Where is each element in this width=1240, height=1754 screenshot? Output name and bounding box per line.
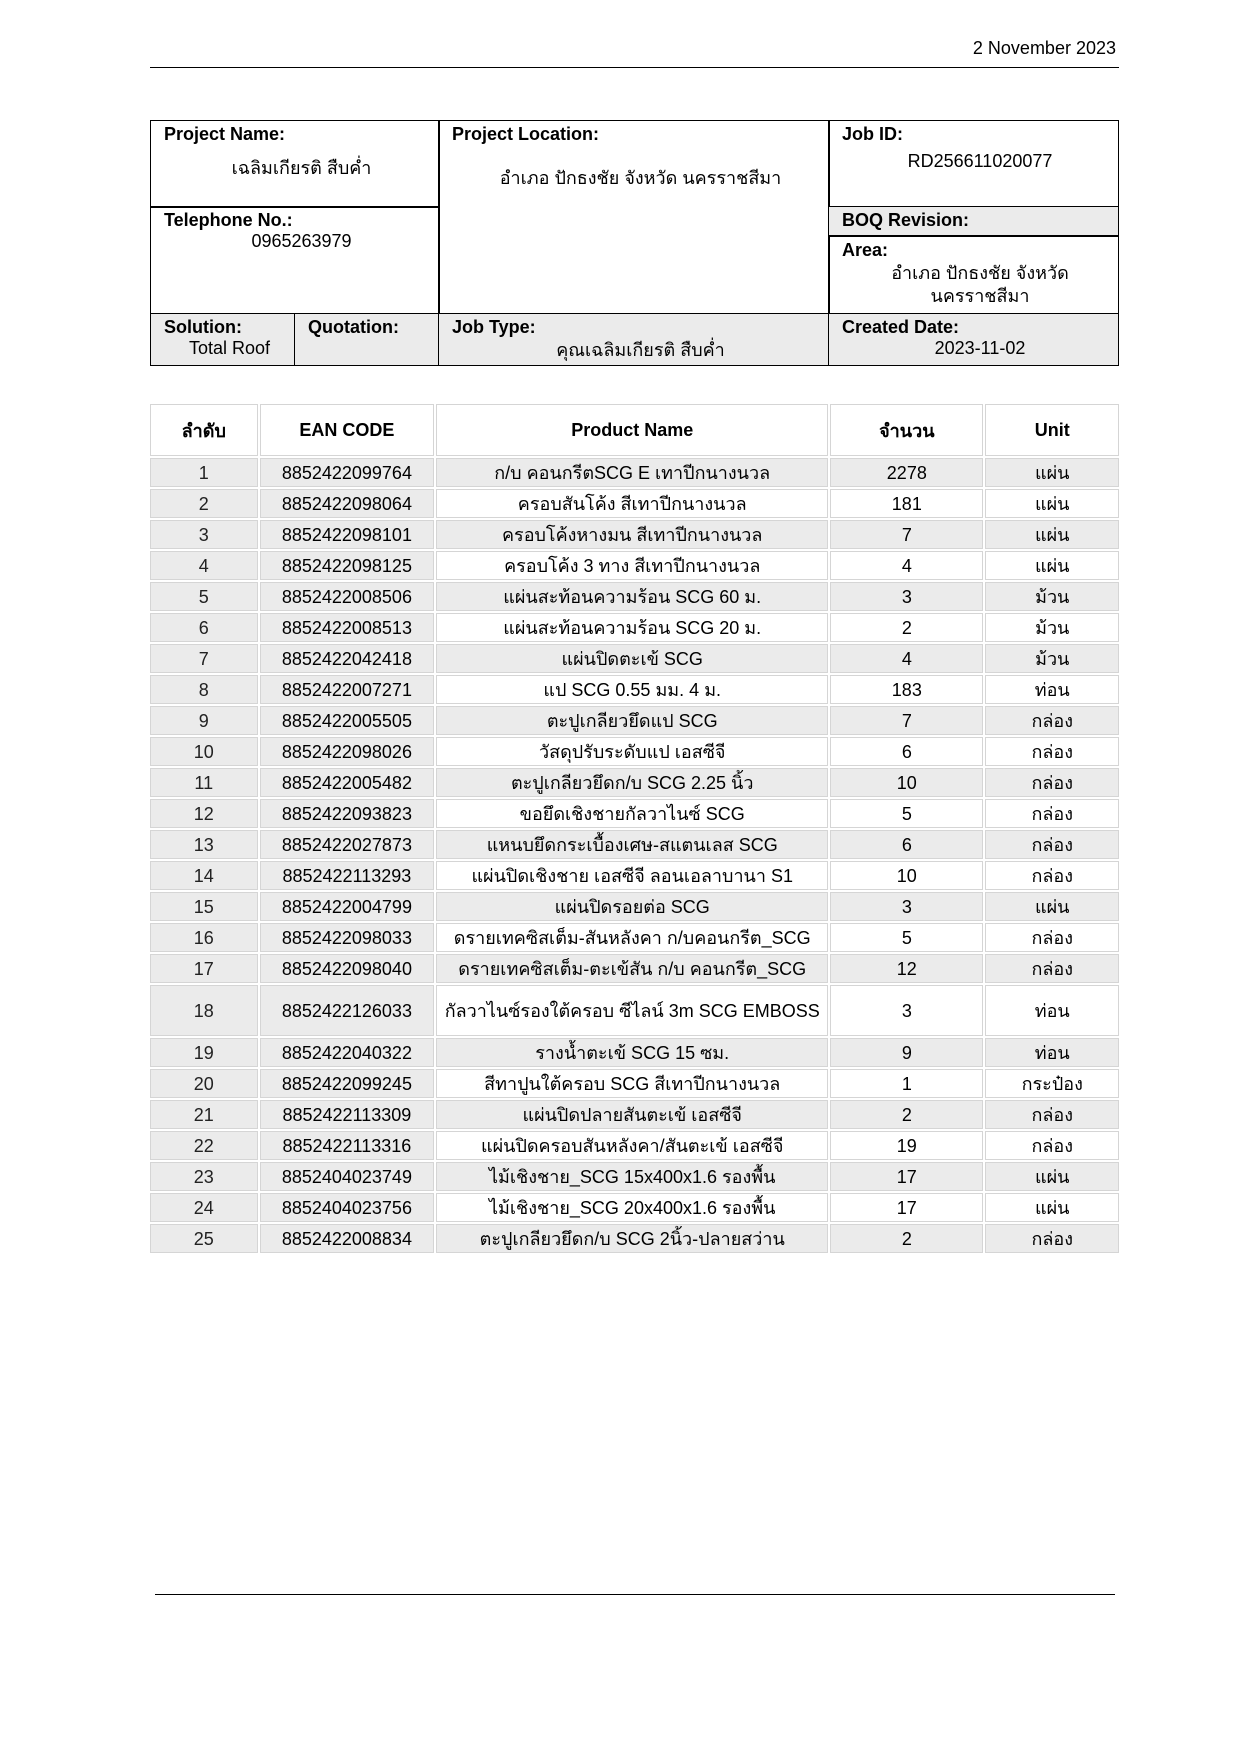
cell-quantity: 17 <box>830 1193 983 1222</box>
solution-label: Solution: <box>164 317 242 337</box>
table-row <box>150 799 1119 828</box>
cell-sequence: 13 <box>150 830 258 859</box>
created-date-value: 2023-11-02 <box>934 338 1026 358</box>
cell-quantity: 5 <box>830 799 983 828</box>
cell-sequence: 21 <box>150 1100 258 1129</box>
cell-unit: ท่อน <box>985 675 1119 704</box>
cell-unit: กล่อง <box>985 954 1119 983</box>
job-type-value: คุณเฉลิมเกียรติ สืบค่ำ <box>556 340 725 360</box>
cell-product-name: รางน้ำตะเข้ SCG 15 ซม. <box>436 1038 828 1067</box>
boq-items-table <box>148 402 1121 1255</box>
cell-sequence: 20 <box>150 1069 258 1098</box>
job-type-label: Job Type: <box>452 317 536 337</box>
cell-ean-code: 8852422099764 <box>260 458 435 487</box>
table-row <box>150 1131 1119 1160</box>
header-divider <box>150 67 1119 68</box>
cell-sequence: 10 <box>150 737 258 766</box>
cell-ean-code: 8852422098033 <box>260 923 435 952</box>
project-name-cell <box>150 120 440 208</box>
document-date: 2 November 2023 <box>972 38 1116 58</box>
cell-product-name: แผ่นปิดเชิงชาย เอสซีจี ลอนเอลาบานา S1 <box>436 861 828 890</box>
cell-sequence: 12 <box>150 799 258 828</box>
cell-product-name: ครอบโค้ง 3 ทาง สีเทาปีกนางนวล <box>436 551 828 580</box>
cell-product-name: ไม้เชิงชาย_SCG 15x400x1.6 รองพื้น <box>436 1162 828 1191</box>
cell-quantity: 3 <box>830 582 983 611</box>
solution-value: Total Roof <box>188 338 271 358</box>
cell-ean-code: 8852422040322 <box>260 1038 435 1067</box>
cell-quantity: 2278 <box>830 458 983 487</box>
cell-unit: ท่อน <box>985 985 1119 1036</box>
table-row <box>150 923 1119 952</box>
cell-ean-code: 8852422093823 <box>260 799 435 828</box>
cell-unit: ม้วน <box>985 582 1119 611</box>
cell-ean-code: 8852422098026 <box>260 737 435 766</box>
cell-product-name: ก/บ คอนกรีตSCG E เทาปีกนางนวล <box>436 458 828 487</box>
cell-quantity: 2 <box>830 1100 983 1129</box>
cell-product-name: ตะปูเกลียวยึดก/บ SCG 2.25 นิ้ว <box>436 768 828 797</box>
cell-quantity: 10 <box>830 768 983 797</box>
cell-ean-code: 8852422126033 <box>260 985 435 1036</box>
cell-unit: กล่อง <box>985 1131 1119 1160</box>
cell-unit: ท่อน <box>985 1038 1119 1067</box>
cell-sequence: 7 <box>150 644 258 673</box>
table-row <box>150 954 1119 983</box>
cell-ean-code: 8852422004799 <box>260 892 435 921</box>
cell-product-name: แหนบยึดกระเบื้องเศษ-สแตนเลส SCG <box>436 830 828 859</box>
boq-revision-label: BOQ Revision: <box>842 210 970 230</box>
cell-product-name: ขอยึดเชิงชายกัลวาไนซ์ SCG <box>436 799 828 828</box>
cell-product-name: แผ่นปิดครอบสันหลังคา/สันตะเข้ เอสซีจี <box>436 1131 828 1160</box>
table-row <box>150 1162 1119 1191</box>
cell-quantity: 10 <box>830 861 983 890</box>
column-header-ean-code: EAN CODE <box>260 404 435 456</box>
cell-unit: กล่อง <box>985 768 1119 797</box>
cell-unit: กล่อง <box>985 737 1119 766</box>
cell-product-name: ดรายเทคซิสเต็ม-สันหลังคา ก/บคอนกรีต_SCG <box>436 923 828 952</box>
cell-unit: แผ่น <box>985 458 1119 487</box>
job-id-cell <box>828 120 1119 208</box>
cell-product-name: แผ่นปิดรอยต่อ SCG <box>436 892 828 921</box>
cell-sequence: 25 <box>150 1224 258 1253</box>
cell-unit: แผ่น <box>985 551 1119 580</box>
cell-unit: แผ่น <box>985 489 1119 518</box>
cell-sequence: 6 <box>150 613 258 642</box>
cell-unit: กล่อง <box>985 861 1119 890</box>
cell-product-name: ครอบโค้งหางมน สีเทาปีกนางนวล <box>436 520 828 549</box>
cell-product-name: ดรายเทคซิสเต็ม-ตะเข้สัน ก/บ คอนกรีต_SCG <box>436 954 828 983</box>
cell-ean-code: 8852422098064 <box>260 489 435 518</box>
cell-ean-code: 8852422098125 <box>260 551 435 580</box>
area-value-line1: อำเภอ ปักธงชัย จังหวัด <box>891 263 1069 283</box>
table-row <box>150 1069 1119 1098</box>
project-name-value: เฉลิมเกียรติ สืบค่ำ <box>231 158 372 178</box>
area-cell <box>828 235 1119 315</box>
table-row <box>150 489 1119 518</box>
cell-sequence: 9 <box>150 706 258 735</box>
quotation-cell <box>294 313 440 366</box>
telephone-cell <box>150 206 440 315</box>
table-row <box>150 613 1119 642</box>
cell-ean-code: 8852422098101 <box>260 520 435 549</box>
cell-unit: กล่อง <box>985 923 1119 952</box>
table-row <box>150 520 1119 549</box>
column-header-product-name: Product Name <box>436 404 828 456</box>
table-header-row <box>150 404 1119 456</box>
cell-quantity: 17 <box>830 1162 983 1191</box>
cell-sequence: 19 <box>150 1038 258 1067</box>
cell-sequence: 8 <box>150 675 258 704</box>
cell-product-name: แผ่นปิดตะเข้ SCG <box>436 644 828 673</box>
cell-quantity: 2 <box>830 613 983 642</box>
cell-ean-code: 8852422005505 <box>260 706 435 735</box>
cell-sequence: 16 <box>150 923 258 952</box>
table-row <box>150 1224 1119 1253</box>
footer-divider <box>155 1594 1115 1595</box>
cell-ean-code: 8852422008513 <box>260 613 435 642</box>
table-row <box>150 985 1119 1036</box>
cell-sequence: 15 <box>150 892 258 921</box>
cell-unit: กระป๋อง <box>985 1069 1119 1098</box>
cell-quantity: 1 <box>830 1069 983 1098</box>
table-body <box>150 458 1119 1253</box>
table-row <box>150 737 1119 766</box>
cell-product-name: ครอบสันโค้ง สีเทาปีกนางนวล <box>436 489 828 518</box>
cell-product-name: ตะปูเกลียวยึดแป SCG <box>436 706 828 735</box>
cell-ean-code: 8852404023749 <box>260 1162 435 1191</box>
quotation-label: Quotation: <box>308 317 399 337</box>
cell-product-name: แผ่นสะท้อนความร้อน SCG 20 ม. <box>436 613 828 642</box>
cell-sequence: 24 <box>150 1193 258 1222</box>
cell-quantity: 4 <box>830 551 983 580</box>
cell-ean-code: 8852422005482 <box>260 768 435 797</box>
cell-quantity: 7 <box>830 706 983 735</box>
cell-quantity: 7 <box>830 520 983 549</box>
cell-product-name: ตะปูเกลียวยึดก/บ SCG 2นิ้ว-ปลายสว่าน <box>436 1224 828 1253</box>
cell-sequence: 4 <box>150 551 258 580</box>
cell-sequence: 23 <box>150 1162 258 1191</box>
cell-quantity: 3 <box>830 985 983 1036</box>
cell-sequence: 3 <box>150 520 258 549</box>
cell-unit: ม้วน <box>985 644 1119 673</box>
job-id-label: Job ID: <box>842 124 903 144</box>
area-value-line2: นครราชสีมา <box>930 286 1030 306</box>
cell-ean-code: 8852404023756 <box>260 1193 435 1222</box>
cell-sequence: 18 <box>150 985 258 1036</box>
project-info-block <box>150 120 1119 366</box>
cell-quantity: 12 <box>830 954 983 983</box>
table-row <box>150 768 1119 797</box>
table-row <box>150 861 1119 890</box>
project-name-label: Project Name: <box>164 124 286 144</box>
cell-unit: กล่อง <box>985 830 1119 859</box>
telephone-label: Telephone No.: <box>164 210 293 230</box>
cell-unit: แผ่น <box>985 1193 1119 1222</box>
cell-ean-code: 8852422027873 <box>260 830 435 859</box>
created-date-cell <box>828 313 1119 366</box>
cell-product-name: สีทาปูนใต้ครอบ SCG สีเทาปีกนางนวล <box>436 1069 828 1098</box>
column-header-quantity: จำนวน <box>830 404 983 456</box>
job-id-value: RD256611020077 <box>907 151 1053 171</box>
cell-ean-code: 8852422113293 <box>260 861 435 890</box>
cell-quantity: 6 <box>830 737 983 766</box>
cell-sequence: 22 <box>150 1131 258 1160</box>
cell-product-name: กัลวาไนซ์รองใต้ครอบ ซีไลน์ 3m SCG EMBOSS <box>436 985 828 1036</box>
cell-quantity: 5 <box>830 923 983 952</box>
cell-sequence: 17 <box>150 954 258 983</box>
cell-unit: แผ่น <box>985 520 1119 549</box>
cell-unit: กล่อง <box>985 1224 1119 1253</box>
cell-ean-code: 8852422042418 <box>260 644 435 673</box>
project-location-value: อำเภอ ปักธงชัย จังหวัด นครราชสีมา <box>499 168 782 188</box>
cell-ean-code: 8852422113309 <box>260 1100 435 1129</box>
cell-quantity: 6 <box>830 830 983 859</box>
cell-product-name: วัสดุปรับระดับแป เอสซีจี <box>436 737 828 766</box>
cell-unit: กล่อง <box>985 1100 1119 1129</box>
cell-ean-code: 8852422099245 <box>260 1069 435 1098</box>
project-location-cell <box>438 120 830 315</box>
cell-quantity: 4 <box>830 644 983 673</box>
cell-quantity: 2 <box>830 1224 983 1253</box>
cell-sequence: 2 <box>150 489 258 518</box>
table-row <box>150 706 1119 735</box>
cell-product-name: แผ่นสะท้อนความร้อน SCG 60 ม. <box>436 582 828 611</box>
column-header-unit: Unit <box>985 404 1119 456</box>
table-row <box>150 1193 1119 1222</box>
table-row <box>150 644 1119 673</box>
cell-unit: ม้วน <box>985 613 1119 642</box>
cell-product-name: แป SCG 0.55 มม. 4 ม. <box>436 675 828 704</box>
cell-unit: กล่อง <box>985 799 1119 828</box>
cell-sequence: 5 <box>150 582 258 611</box>
cell-unit: กล่อง <box>985 706 1119 735</box>
table-row <box>150 830 1119 859</box>
cell-unit: แผ่น <box>985 892 1119 921</box>
cell-sequence: 14 <box>150 861 258 890</box>
cell-ean-code: 8852422007271 <box>260 675 435 704</box>
cell-ean-code: 8852422098040 <box>260 954 435 983</box>
table-row <box>150 1100 1119 1129</box>
cell-ean-code: 8852422008506 <box>260 582 435 611</box>
cell-unit: แผ่น <box>985 1162 1119 1191</box>
cell-quantity: 181 <box>830 489 983 518</box>
area-label: Area: <box>842 240 889 260</box>
telephone-value: 0965263979 <box>251 231 352 251</box>
cell-product-name: แผ่นปิดปลายสันตะเข้ เอสซีจี <box>436 1100 828 1129</box>
boq-revision-cell <box>828 206 1119 237</box>
table-row <box>150 458 1119 487</box>
cell-sequence: 11 <box>150 768 258 797</box>
column-header-sequence: ลำดับ <box>150 404 258 456</box>
cell-quantity: 3 <box>830 892 983 921</box>
cell-quantity: 183 <box>830 675 983 704</box>
cell-ean-code: 8852422008834 <box>260 1224 435 1253</box>
table-row <box>150 582 1119 611</box>
created-date-label: Created Date: <box>842 317 960 337</box>
table-row <box>150 675 1119 704</box>
job-type-cell <box>438 313 830 366</box>
table-row <box>150 892 1119 921</box>
cell-quantity: 9 <box>830 1038 983 1067</box>
cell-sequence: 1 <box>150 458 258 487</box>
cell-quantity: 19 <box>830 1131 983 1160</box>
cell-product-name: ไม้เชิงชาย_SCG 20x400x1.6 รองพื้น <box>436 1193 828 1222</box>
solution-cell <box>150 313 296 366</box>
project-location-label: Project Location: <box>452 124 600 144</box>
table-row <box>150 551 1119 580</box>
table-row <box>150 1038 1119 1067</box>
cell-ean-code: 8852422113316 <box>260 1131 435 1160</box>
